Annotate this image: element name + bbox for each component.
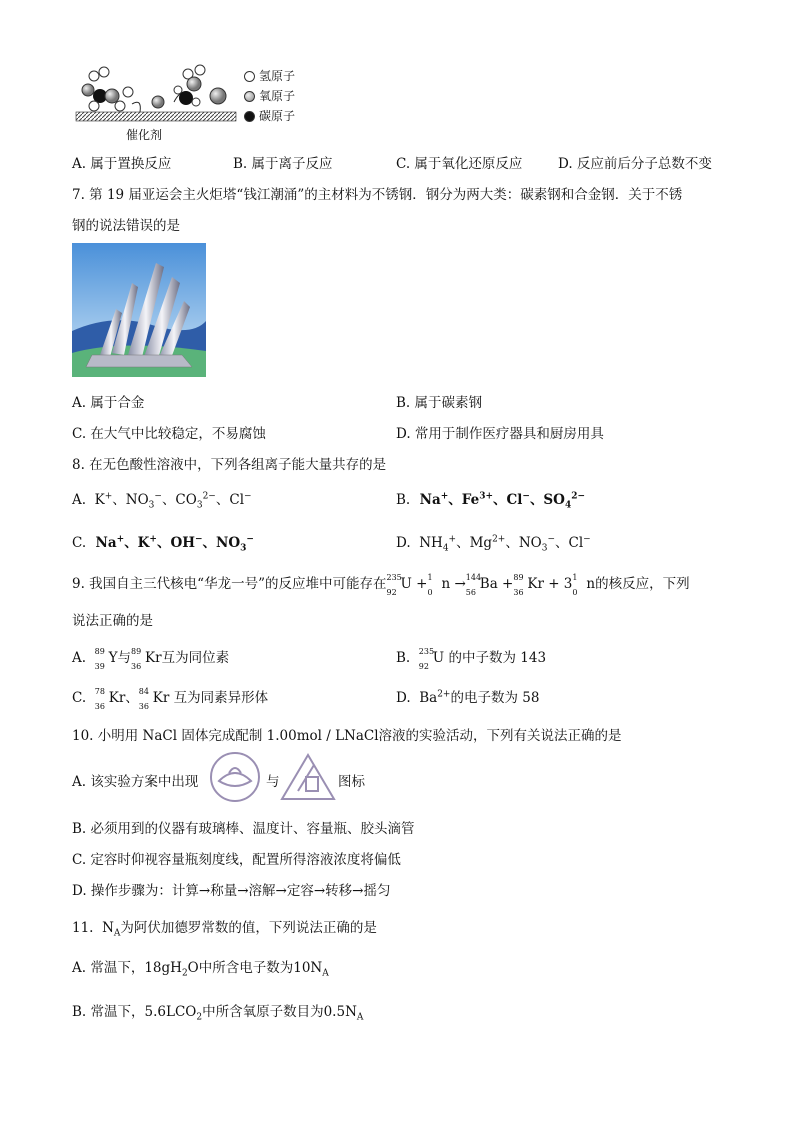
hydrogen-atom-icon (244, 71, 255, 82)
legend-item-oxygen: 氧原子 (244, 86, 295, 106)
q7-option-d[interactable]: D. 常用于制作医疗器具和厨房用具 (396, 426, 604, 442)
q6-option-c[interactable]: C. 属于氧化还原反应 (396, 156, 523, 172)
q10-option-b[interactable]: B. 必须用到的仪器有玻璃棒、温度计、容量瓶、胶头滴管 (72, 821, 415, 837)
legend-item-carbon: 碳原子 (244, 106, 295, 126)
q8-option-a[interactable]: A. K+、$NO_3^-$、$CO_3^{2-}$、Cl− (72, 491, 252, 511)
q9-option-d[interactable]: D. $Ba^{2+}$的电子数为 58 (396, 689, 540, 706)
q9-stem-line2: 说法正确的是 (72, 613, 153, 629)
q8-option-d[interactable]: D. $NH_4^+$、$Mg^{2+}$、$NO_3^-$、Cl− (396, 534, 591, 554)
q9-option-c[interactable]: C. 78 36 Kr、 84 36 Kr 互为同素异形体 (72, 686, 269, 711)
q6-option-a[interactable]: A. 属于置换反应 (72, 156, 172, 172)
q7-option-c[interactable]: C. 在大气中比较稳定，不易腐蚀 (72, 426, 266, 442)
oxygen-atom-icon (244, 91, 255, 102)
q6-option-b[interactable]: B. 属于离子反应 (233, 156, 333, 172)
q10-stem: 10. 小明用 NaCl 固体完成配制 1.00mol / LNaCl溶液的实验活动，下列有关说法正确的是 (72, 728, 622, 744)
q7-option-a[interactable]: A. 属于合金 (72, 395, 145, 411)
q9-stem-line1: 9. 我国自主三代核电“华龙一号”的反应堆中可能存在 235 92 U + 1 0 n → 144 56 Ba + 89 36 Kr + 3 1 0 n的核反应，下列 (72, 572, 690, 597)
q11-option-b[interactable]: B. 常温下，$5.6LCO_2$中所含氧原子数目为$0.5N_A$ (72, 1004, 364, 1023)
sharp-object-warning-icon (280, 751, 336, 803)
q8-option-c[interactable]: C. Na+、K+、OH−、$NO_3^-$ (72, 534, 254, 554)
carbon-atom-icon (244, 111, 255, 122)
catalyst-label: 催化剂 (126, 128, 163, 142)
q9-option-a[interactable]: A. 89 39 Y与 89 36 Kr互为同位素 (72, 646, 230, 671)
q9-option-b[interactable]: B. 235 92 U 的中子数为 143 (396, 646, 547, 671)
torch-tower-image (72, 243, 206, 377)
q7-stem-line1: 7. 第 19 届亚运会主火炬塔“钱江潮涌”的主材料为不锈钢．钢分为两大类：碳素钢和合金钢．关于不锈 (72, 187, 683, 203)
q8-stem: 8. 在无色酸性溶液中，下列各组离子能大量共存的是 (72, 457, 387, 473)
q11-option-a[interactable]: A. 常温下，$18gH_2O$中所含电子数为$10N_A$ (72, 960, 329, 979)
q10-option-d[interactable]: D. 操作步骤为：计算→称量→溶解→定容→转移→摇匀 (72, 883, 391, 899)
diagram-legend (244, 66, 295, 126)
q10-option-c[interactable]: C. 定容时仰视容量瓶刻度线，配置所得溶液浓度将偏低 (72, 852, 401, 868)
q7-stem-line2: 钢的说法错误的是 (72, 218, 180, 234)
q11-stem: 11. $N_A$为阿伏加德罗常数的值，下列说法正确的是 (72, 920, 377, 939)
q8-option-b[interactable]: B. Na+、$Fe^{3+}$、Cl−、$SO_4^{2-}$ (396, 491, 586, 511)
q6-option-d[interactable]: D. 反应前后分子总数不变 (558, 156, 712, 172)
legend-item-hydrogen: 氢原子 (244, 66, 295, 86)
heating-hazard-icon (207, 751, 263, 803)
q7-option-b[interactable]: B. 属于碳素钢 (396, 395, 483, 411)
